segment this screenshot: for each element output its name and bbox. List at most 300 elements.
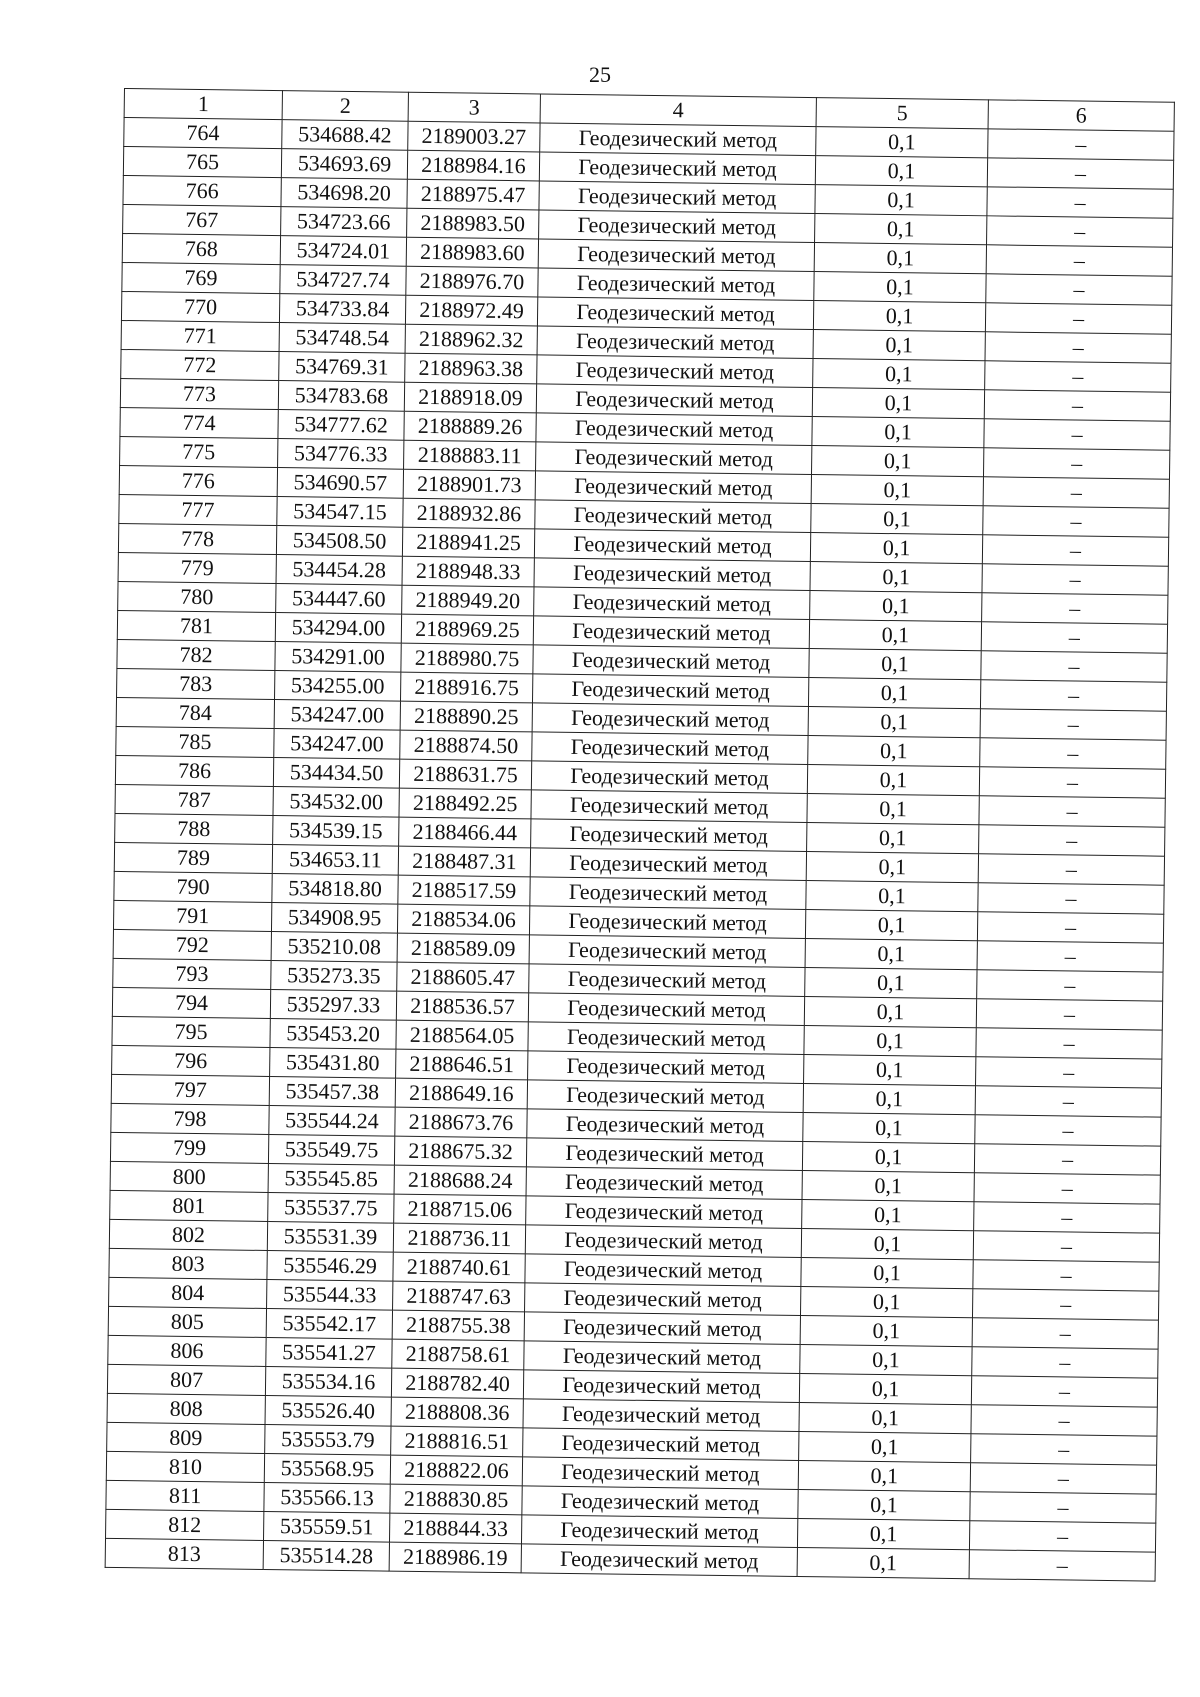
- accuracy-cell: 0,1: [809, 620, 981, 651]
- point-number-cell: 772: [121, 349, 279, 380]
- accuracy-cell: 0,1: [813, 359, 985, 390]
- x-coordinate-cell: 534723.66: [281, 207, 407, 238]
- method-cell: Геодезический метод: [529, 964, 805, 997]
- x-coordinate-cell: 535544.33: [267, 1279, 393, 1310]
- method-cell: Геодезический метод: [537, 326, 813, 359]
- x-coordinate-cell: 534532.00: [273, 787, 399, 818]
- note-cell: –: [981, 622, 1167, 653]
- point-number-cell: 766: [123, 175, 281, 206]
- accuracy-cell: 0,1: [802, 1170, 974, 1201]
- method-cell: Геодезический метод: [536, 442, 812, 475]
- x-coordinate-cell: 534255.00: [275, 671, 401, 702]
- accuracy-cell: 0,1: [810, 562, 982, 593]
- point-number-cell: 811: [106, 1480, 264, 1511]
- point-number-cell: 770: [121, 291, 279, 322]
- point-number-cell: 776: [119, 465, 277, 496]
- y-coordinate-cell: 2188980.75: [401, 643, 533, 674]
- accuracy-cell: 0,1: [801, 1228, 973, 1259]
- accuracy-cell: 0,1: [811, 475, 983, 506]
- note-cell: –: [985, 332, 1171, 363]
- accuracy-cell: 0,1: [804, 1054, 976, 1085]
- y-coordinate-cell: 2188688.24: [394, 1165, 526, 1196]
- method-cell: Геодезический метод: [539, 210, 815, 243]
- point-number-cell: 806: [108, 1335, 266, 1366]
- method-cell: Геодезический метод: [521, 1515, 797, 1548]
- y-coordinate-cell: 2188675.32: [394, 1136, 526, 1167]
- accuracy-cell: 0,1: [808, 736, 980, 767]
- note-cell: –: [983, 506, 1169, 537]
- x-coordinate-cell: 535526.40: [265, 1395, 391, 1426]
- y-coordinate-cell: 2188589.09: [397, 933, 529, 964]
- method-cell: Геодезический метод: [522, 1457, 798, 1490]
- column-header-5: 5: [816, 98, 988, 129]
- y-coordinate-cell: 2188536.57: [396, 991, 528, 1022]
- note-cell: –: [971, 1376, 1157, 1407]
- x-coordinate-cell: 535553.79: [265, 1424, 391, 1455]
- y-coordinate-cell: 2188816.51: [391, 1426, 523, 1457]
- x-coordinate-cell: 535534.16: [265, 1366, 391, 1397]
- column-header-1: 1: [124, 89, 282, 120]
- x-coordinate-cell: 535431.80: [270, 1047, 396, 1078]
- accuracy-cell: 0,1: [797, 1547, 969, 1578]
- y-coordinate-cell: 2188941.25: [402, 527, 534, 558]
- note-cell: –: [974, 1202, 1160, 1233]
- x-coordinate-cell: 534247.00: [274, 729, 400, 760]
- y-coordinate-cell: 2188466.44: [399, 817, 531, 848]
- x-coordinate-cell: 534690.57: [277, 468, 403, 499]
- y-coordinate-cell: 2188492.25: [399, 788, 531, 819]
- point-number-cell: 813: [105, 1538, 263, 1569]
- accuracy-cell: 0,1: [813, 301, 985, 332]
- method-cell: Геодезический метод: [524, 1312, 800, 1345]
- x-coordinate-cell: 535537.75: [268, 1192, 394, 1223]
- x-coordinate-cell: 534783.68: [278, 381, 404, 412]
- y-coordinate-cell: 2188983.50: [407, 208, 539, 239]
- point-number-cell: 810: [106, 1451, 264, 1482]
- method-cell: Геодезический метод: [535, 471, 811, 504]
- point-number-cell: 808: [107, 1393, 265, 1424]
- note-cell: –: [979, 825, 1165, 856]
- x-coordinate-cell: 535541.27: [266, 1337, 392, 1368]
- note-cell: –: [985, 303, 1171, 334]
- note-cell: –: [969, 1550, 1155, 1581]
- method-cell: Геодезический метод: [532, 703, 808, 736]
- method-cell: Геодезический метод: [539, 152, 815, 185]
- y-coordinate-cell: 2188487.31: [398, 846, 530, 877]
- accuracy-cell: 0,1: [799, 1373, 971, 1404]
- x-coordinate-cell: 534748.54: [279, 323, 405, 354]
- x-coordinate-cell: 535210.08: [271, 932, 397, 963]
- point-number-cell: 805: [108, 1306, 266, 1337]
- method-cell: Геодезический метод: [531, 819, 807, 852]
- note-cell: –: [970, 1492, 1156, 1523]
- method-cell: Геодезический метод: [534, 558, 810, 591]
- accuracy-cell: 0,1: [815, 156, 987, 187]
- method-cell: Геодезический метод: [523, 1370, 799, 1403]
- y-coordinate-cell: 2188976.70: [406, 266, 538, 297]
- x-coordinate-cell: 535531.39: [267, 1221, 393, 1252]
- method-cell: Геодезический метод: [525, 1254, 801, 1287]
- point-number-cell: 784: [116, 697, 274, 728]
- method-cell: Геодезический метод: [535, 500, 811, 533]
- y-coordinate-cell: 2188901.73: [403, 469, 535, 500]
- y-coordinate-cell: 2188740.61: [393, 1252, 525, 1283]
- note-cell: –: [972, 1347, 1158, 1378]
- column-header-4: 4: [540, 94, 816, 127]
- note-cell: –: [969, 1521, 1155, 1552]
- note-cell: –: [984, 390, 1170, 421]
- accuracy-cell: 0,1: [810, 533, 982, 564]
- accuracy-cell: 0,1: [806, 880, 978, 911]
- point-number-cell: 793: [113, 958, 271, 989]
- note-cell: –: [974, 1173, 1160, 1204]
- accuracy-cell: 0,1: [809, 649, 981, 680]
- accuracy-cell: 0,1: [802, 1199, 974, 1230]
- point-number-cell: 780: [118, 581, 276, 612]
- accuracy-cell: 0,1: [811, 504, 983, 535]
- method-cell: Геодезический метод: [538, 268, 814, 301]
- point-number-cell: 794: [112, 987, 270, 1018]
- y-coordinate-cell: 2188986.19: [389, 1542, 521, 1573]
- y-coordinate-cell: 2188844.33: [389, 1513, 521, 1544]
- point-number-cell: 781: [117, 610, 275, 641]
- note-cell: –: [976, 1057, 1162, 1088]
- method-cell: Геодезический метод: [523, 1428, 799, 1461]
- x-coordinate-cell: 534693.69: [281, 149, 407, 180]
- x-coordinate-cell: 534434.50: [273, 758, 399, 789]
- y-coordinate-cell: 2189003.27: [408, 121, 540, 152]
- point-number-cell: 768: [122, 233, 280, 264]
- method-cell: Геодезический метод: [526, 1138, 802, 1171]
- x-coordinate-cell: 534653.11: [272, 845, 398, 876]
- point-number-cell: 796: [112, 1045, 270, 1076]
- accuracy-cell: 0,1: [797, 1518, 969, 1549]
- point-number-cell: 790: [114, 871, 272, 902]
- method-cell: Геодезический метод: [537, 355, 813, 388]
- point-number-cell: 765: [123, 147, 281, 178]
- x-coordinate-cell: 535453.20: [270, 1018, 396, 1049]
- accuracy-cell: 0,1: [800, 1315, 972, 1346]
- accuracy-cell: 0,1: [801, 1257, 973, 1288]
- note-cell: –: [977, 941, 1163, 972]
- method-cell: Геодезический метод: [530, 877, 806, 910]
- note-cell: –: [976, 1028, 1162, 1059]
- x-coordinate-cell: 534447.60: [276, 584, 402, 615]
- method-cell: Геодезический метод: [534, 529, 810, 562]
- x-coordinate-cell: 535545.85: [268, 1163, 394, 1194]
- note-cell: –: [982, 535, 1168, 566]
- method-cell: Геодезический метод: [526, 1167, 802, 1200]
- method-cell: Геодезический метод: [539, 181, 815, 214]
- point-number-cell: 807: [107, 1364, 265, 1395]
- x-coordinate-cell: 535544.24: [269, 1105, 395, 1136]
- y-coordinate-cell: 2188948.33: [402, 556, 534, 587]
- note-cell: –: [983, 448, 1169, 479]
- point-number-cell: 799: [110, 1132, 268, 1163]
- note-cell: –: [987, 216, 1173, 247]
- accuracy-cell: 0,1: [808, 707, 980, 738]
- note-cell: –: [978, 854, 1164, 885]
- point-number-cell: 789: [114, 842, 272, 873]
- method-cell: Геодезический метод: [536, 384, 812, 417]
- note-cell: –: [987, 158, 1173, 189]
- y-coordinate-cell: 2188631.75: [399, 759, 531, 790]
- x-coordinate-cell: 534247.00: [274, 700, 400, 731]
- point-number-cell: 798: [111, 1103, 269, 1134]
- y-coordinate-cell: 2188983.60: [406, 237, 538, 268]
- y-coordinate-cell: 2188874.50: [400, 730, 532, 761]
- note-cell: –: [980, 709, 1166, 740]
- accuracy-cell: 0,1: [798, 1489, 970, 1520]
- x-coordinate-cell: 534908.95: [271, 903, 397, 934]
- method-cell: Геодезический метод: [532, 674, 808, 707]
- accuracy-cell: 0,1: [800, 1286, 972, 1317]
- note-cell: –: [978, 883, 1164, 914]
- note-cell: –: [976, 999, 1162, 1030]
- accuracy-cell: 0,1: [814, 272, 986, 303]
- point-number-cell: 779: [118, 552, 276, 583]
- note-cell: –: [975, 1115, 1161, 1146]
- y-coordinate-cell: 2188534.06: [397, 904, 529, 935]
- note-cell: –: [988, 129, 1174, 160]
- method-cell: Геодезический метод: [528, 1022, 804, 1055]
- note-cell: –: [977, 912, 1163, 943]
- column-header-6: 6: [988, 100, 1174, 131]
- x-coordinate-cell: 534508.50: [276, 526, 402, 557]
- y-coordinate-cell: 2188808.36: [391, 1397, 523, 1428]
- x-coordinate-cell: 534454.28: [276, 555, 402, 586]
- note-cell: –: [985, 361, 1171, 392]
- note-cell: –: [987, 187, 1173, 218]
- method-cell: Геодезический метод: [529, 906, 805, 939]
- x-coordinate-cell: 534818.80: [272, 874, 398, 905]
- note-cell: –: [977, 970, 1163, 1001]
- point-number-cell: 777: [119, 494, 277, 525]
- x-coordinate-cell: 535546.29: [267, 1250, 393, 1281]
- y-coordinate-cell: 2188972.49: [405, 295, 537, 326]
- point-number-cell: 801: [110, 1190, 268, 1221]
- point-number-cell: 775: [120, 436, 278, 467]
- method-cell: Геодезический метод: [536, 413, 812, 446]
- accuracy-cell: 0,1: [802, 1141, 974, 1172]
- method-cell: Геодезический метод: [533, 645, 809, 678]
- method-cell: Геодезический метод: [527, 1109, 803, 1142]
- note-cell: –: [986, 274, 1172, 305]
- accuracy-cell: 0,1: [811, 446, 983, 477]
- point-number-cell: 802: [109, 1219, 267, 1250]
- method-cell: Геодезический метод: [527, 1080, 803, 1113]
- method-cell: Геодезический метод: [538, 239, 814, 272]
- accuracy-cell: 0,1: [810, 591, 982, 622]
- x-coordinate-cell: 535566.13: [264, 1482, 390, 1513]
- y-coordinate-cell: 2188932.86: [403, 498, 535, 529]
- method-cell: Геодезический метод: [530, 848, 806, 881]
- x-coordinate-cell: 535297.33: [270, 989, 396, 1020]
- y-coordinate-cell: 2188747.63: [393, 1281, 525, 1312]
- note-cell: –: [979, 796, 1165, 827]
- method-cell: Геодезический метод: [529, 935, 805, 968]
- note-cell: –: [982, 564, 1168, 595]
- y-coordinate-cell: 2188564.05: [396, 1020, 528, 1051]
- point-number-cell: 767: [123, 204, 281, 235]
- accuracy-cell: 0,1: [798, 1460, 970, 1491]
- y-coordinate-cell: 2188517.59: [398, 875, 530, 906]
- x-coordinate-cell: 534724.01: [280, 236, 406, 267]
- y-coordinate-cell: 2188822.06: [390, 1455, 522, 1486]
- method-cell: Геодезический метод: [521, 1544, 797, 1577]
- point-number-cell: 809: [107, 1422, 265, 1453]
- method-cell: Геодезический метод: [532, 732, 808, 765]
- x-coordinate-cell: 535549.75: [268, 1134, 394, 1165]
- accuracy-cell: 0,1: [812, 417, 984, 448]
- x-coordinate-cell: 534727.74: [280, 265, 406, 296]
- y-coordinate-cell: 2188984.16: [407, 150, 539, 181]
- y-coordinate-cell: 2188963.38: [405, 353, 537, 384]
- accuracy-cell: 0,1: [814, 243, 986, 274]
- x-coordinate-cell: 535273.35: [271, 961, 397, 992]
- note-cell: –: [980, 738, 1166, 769]
- accuracy-cell: 0,1: [800, 1344, 972, 1375]
- y-coordinate-cell: 2188883.11: [404, 440, 536, 471]
- y-coordinate-cell: 2188916.75: [400, 672, 532, 703]
- y-coordinate-cell: 2188918.09: [404, 382, 536, 413]
- point-number-cell: 783: [117, 668, 275, 699]
- method-cell: Геодезический метод: [528, 993, 804, 1026]
- method-cell: Геодезический метод: [525, 1225, 801, 1258]
- y-coordinate-cell: 2188605.47: [397, 962, 529, 993]
- note-cell: –: [981, 651, 1167, 682]
- x-coordinate-cell: 534688.42: [282, 120, 408, 151]
- note-cell: –: [984, 419, 1170, 450]
- note-cell: –: [971, 1434, 1157, 1465]
- point-number-cell: 800: [110, 1161, 268, 1192]
- point-number-cell: 778: [118, 523, 276, 554]
- accuracy-cell: 0,1: [807, 794, 979, 825]
- method-cell: Геодезический метод: [526, 1196, 802, 1229]
- point-number-cell: 791: [113, 900, 271, 931]
- y-coordinate-cell: 2188962.32: [405, 324, 537, 355]
- y-coordinate-cell: 2188889.26: [404, 411, 536, 442]
- x-coordinate-cell: 535457.38: [269, 1076, 395, 1107]
- point-number-cell: 764: [124, 118, 282, 149]
- point-number-cell: 773: [120, 378, 278, 409]
- x-coordinate-cell: 535514.28: [263, 1540, 389, 1571]
- method-cell: Геодезический метод: [537, 297, 813, 330]
- y-coordinate-cell: 2188715.06: [394, 1194, 526, 1225]
- x-coordinate-cell: 534291.00: [275, 642, 401, 673]
- method-cell: Геодезический метод: [533, 616, 809, 649]
- point-number-cell: 803: [109, 1248, 267, 1279]
- point-number-cell: 788: [115, 813, 273, 844]
- note-cell: –: [971, 1405, 1157, 1436]
- x-coordinate-cell: 534769.31: [279, 352, 405, 383]
- x-coordinate-cell: 535559.51: [263, 1511, 389, 1542]
- accuracy-cell: 0,1: [807, 765, 979, 796]
- y-coordinate-cell: 2188949.20: [402, 585, 534, 616]
- point-number-cell: 792: [113, 929, 271, 960]
- point-number-cell: 797: [111, 1074, 269, 1105]
- x-coordinate-cell: 534776.33: [278, 439, 404, 470]
- x-coordinate-cell: 534733.84: [279, 294, 405, 325]
- y-coordinate-cell: 2188782.40: [391, 1368, 523, 1399]
- y-coordinate-cell: 2188673.76: [395, 1107, 527, 1138]
- accuracy-cell: 0,1: [805, 938, 977, 969]
- accuracy-cell: 0,1: [804, 1025, 976, 1056]
- note-cell: –: [979, 767, 1165, 798]
- accuracy-cell: 0,1: [812, 388, 984, 419]
- accuracy-cell: 0,1: [805, 909, 977, 940]
- x-coordinate-cell: 534777.62: [278, 410, 404, 441]
- note-cell: –: [975, 1086, 1161, 1117]
- note-cell: –: [986, 245, 1172, 276]
- point-number-cell: 786: [115, 755, 273, 786]
- coordinates-table: [105, 88, 1175, 1582]
- point-number-cell: 787: [115, 784, 273, 815]
- method-cell: Геодезический метод: [524, 1341, 800, 1374]
- method-cell: Геодезический метод: [528, 1051, 804, 1084]
- point-number-cell: 771: [121, 320, 279, 351]
- accuracy-cell: 0,1: [804, 996, 976, 1027]
- page-number: 25: [589, 62, 611, 87]
- point-number-cell: 804: [109, 1277, 267, 1308]
- method-cell: Геодезический метод: [523, 1399, 799, 1432]
- accuracy-cell: 0,1: [807, 823, 979, 854]
- accuracy-cell: 0,1: [799, 1402, 971, 1433]
- y-coordinate-cell: 2188975.47: [407, 179, 539, 210]
- note-cell: –: [972, 1318, 1158, 1349]
- accuracy-cell: 0,1: [813, 330, 985, 361]
- method-cell: Геодезический метод: [534, 587, 810, 620]
- note-cell: –: [983, 477, 1169, 508]
- point-number-cell: 774: [120, 407, 278, 438]
- accuracy-cell: 0,1: [815, 214, 987, 245]
- x-coordinate-cell: 534539.15: [273, 816, 399, 847]
- accuracy-cell: 0,1: [799, 1431, 971, 1462]
- accuracy-cell: 0,1: [815, 185, 987, 216]
- accuracy-cell: 0,1: [803, 1112, 975, 1143]
- accuracy-cell: 0,1: [803, 1083, 975, 1114]
- x-coordinate-cell: 534294.00: [275, 613, 401, 644]
- y-coordinate-cell: 2188649.16: [395, 1078, 527, 1109]
- y-coordinate-cell: 2188755.38: [392, 1310, 524, 1341]
- accuracy-cell: 0,1: [816, 127, 988, 158]
- x-coordinate-cell: 534698.20: [281, 178, 407, 209]
- note-cell: –: [970, 1463, 1156, 1494]
- x-coordinate-cell: 534547.15: [277, 497, 403, 528]
- method-cell: Геодезический метод: [531, 761, 807, 794]
- x-coordinate-cell: 535568.95: [264, 1453, 390, 1484]
- note-cell: –: [982, 593, 1168, 624]
- y-coordinate-cell: 2188736.11: [393, 1223, 525, 1254]
- method-cell: Геодезический метод: [522, 1486, 798, 1519]
- column-header-2: 2: [282, 91, 408, 122]
- note-cell: –: [974, 1144, 1160, 1175]
- column-header-3: 3: [408, 92, 540, 123]
- method-cell: Геодезический метод: [525, 1283, 801, 1316]
- note-cell: –: [980, 680, 1166, 711]
- method-cell: Геодезический метод: [540, 123, 816, 156]
- point-number-cell: 782: [117, 639, 275, 670]
- y-coordinate-cell: 2188890.25: [400, 701, 532, 732]
- y-coordinate-cell: 2188758.61: [392, 1339, 524, 1370]
- y-coordinate-cell: 2188646.51: [396, 1049, 528, 1080]
- accuracy-cell: 0,1: [806, 851, 978, 882]
- y-coordinate-cell: 2188969.25: [401, 614, 533, 645]
- x-coordinate-cell: 535542.17: [266, 1308, 392, 1339]
- point-number-cell: 769: [122, 262, 280, 293]
- point-number-cell: 812: [106, 1509, 264, 1540]
- point-number-cell: 785: [116, 726, 274, 757]
